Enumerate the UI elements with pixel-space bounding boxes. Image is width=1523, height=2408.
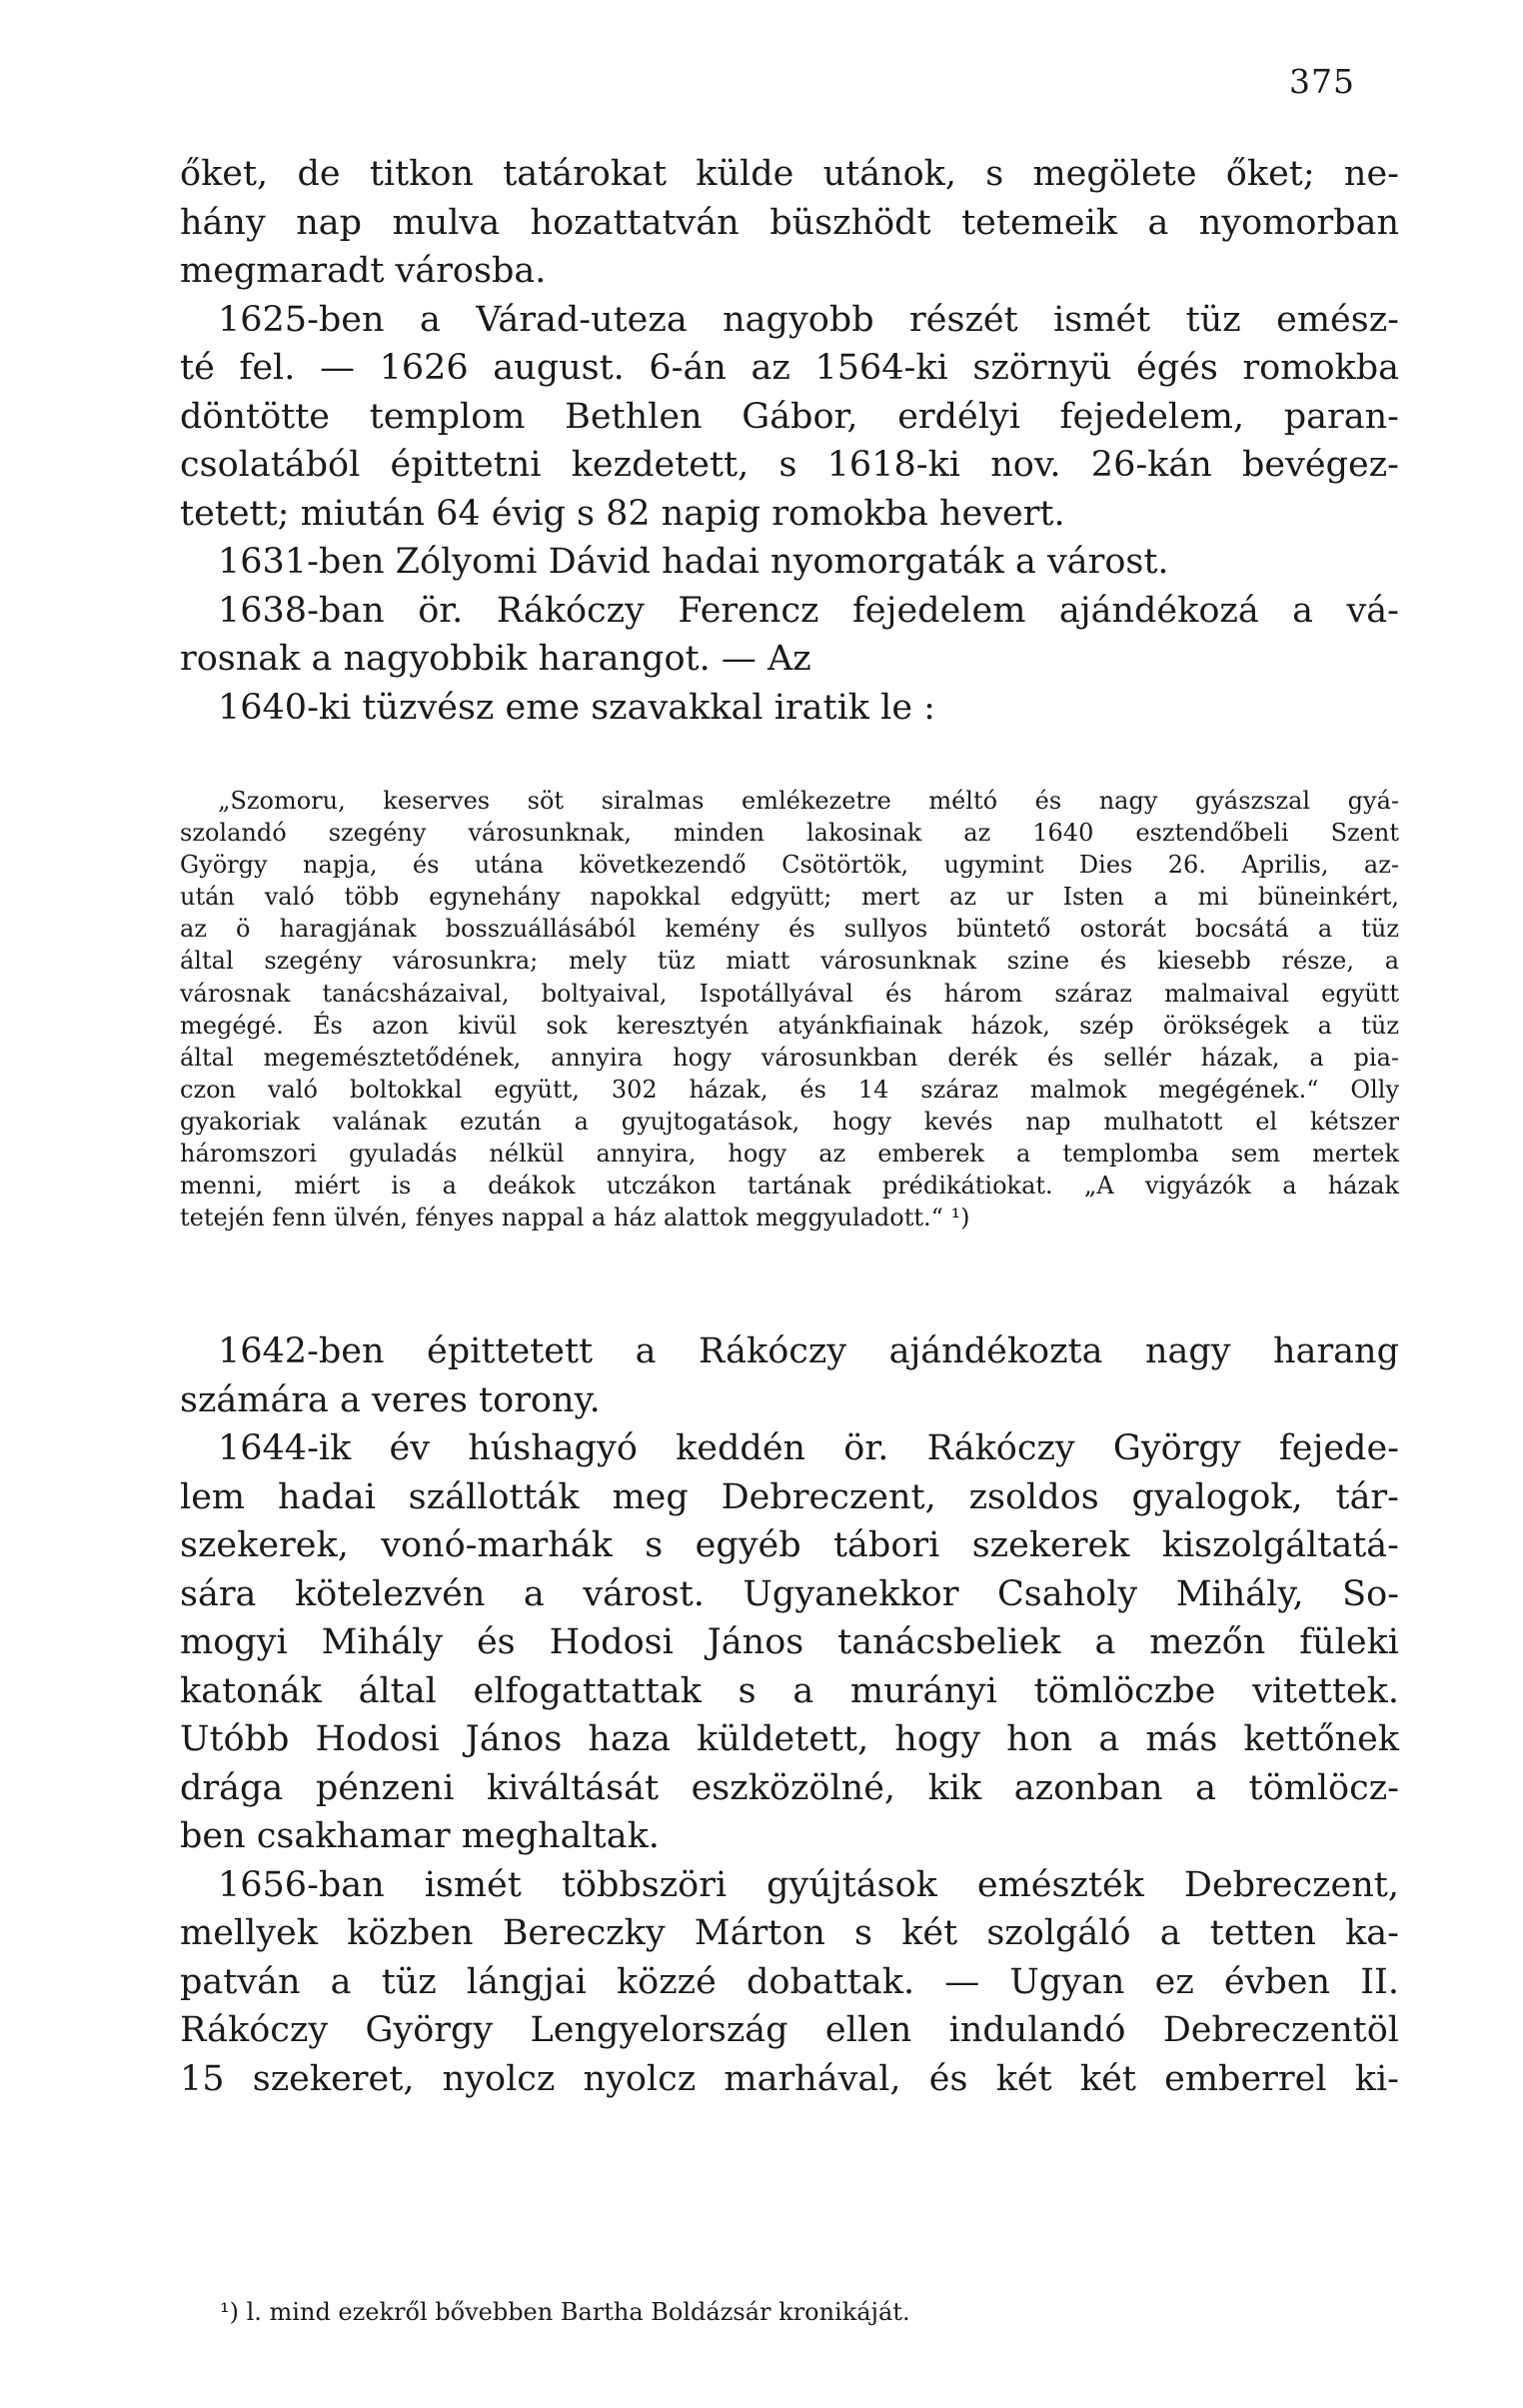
text-line: katonák által elfogattattak s a murányi tömlöczbe vitettek. [180, 1670, 1399, 1711]
quote-line: czon való boltokkal együtt, 302 házak, és 14 száraz malmok megégének.“ Olly [180, 1075, 1399, 1104]
text-line: lem hadai szállották meg Debreczent, zsoldos gyalogok, tár- [180, 1476, 1399, 1517]
text-line: 15 szekeret, nyolcz nyolcz marhával, és két két emberrel ki- [180, 2058, 1399, 2099]
quote-line: megégé. És azon kivül sok keresztyén atyánkfiainak házok, szép örökségek a tüz [180, 1011, 1399, 1040]
page-number: 375 [1289, 62, 1355, 101]
quote-line: után való több egynehány napokkal edgyütt; mert az ur Isten a mi büneinkért, [180, 883, 1399, 912]
text-line: mogyi Mihály és Hodosi János tanácsbeliek a mezőn füleki [180, 1622, 1399, 1662]
quote-line: gyakoriak valának ezután a gyujtogatások, hogy kevés nap mulhatott el kétszer [180, 1107, 1399, 1136]
quote-line: menni, miért is a deákok utczákon tartának prédikátiokat. „A vigyázók a házak [180, 1172, 1399, 1201]
text-line: Utóbb Hodosi János haza küldetett, hogy hon a más kettőnek [180, 1719, 1399, 1759]
upper-text-block [180, 150, 1399, 732]
text-line: szekerek, vonó-marhák s egyéb tábori szekerek kiszolgáltatá- [180, 1525, 1399, 1565]
text-line: 1656-ban ismét többszöri gyújtások emészték Debreczent, [218, 1864, 1399, 1905]
text-line: patván a tüz lángjai közzé dobattak. — Ugyan ez évben II. [180, 1961, 1399, 2002]
text-line: mellyek közben Bereczky Márton s két szolgáló a tetten ka- [180, 1913, 1399, 1953]
text-line: döntötte templom Bethlen Gábor, erdélyi fejedelem, paran- [180, 396, 1399, 437]
text-line: 1642-ben épittetett a Rákóczy ajándékozta nagy harang [218, 1331, 1399, 1371]
text-line: 1638-ban ör. Rákóczy Ferencz fejedelem ajándékozá a vá- [218, 590, 1399, 631]
text-line: ben csakhamar meghaltak. [180, 1816, 660, 1856]
text-line: megmaradt városba. [180, 251, 547, 291]
text-line: drága pénzeni kiváltását eszközölné, kik azonban a tömlöcz- [180, 1767, 1399, 1808]
text-line: számára a veres torony. [180, 1379, 601, 1420]
text-line: sára kötelezvén a várost. Ugyanekkor Csaholy Mihály, So- [180, 1573, 1399, 1614]
footnote: ¹) l. mind ezekről bővebben Bartha Boldázsár kronikáját. [220, 2298, 910, 2326]
text-line: csolatából épittetni kezdetett, s 1618-ki nov. 26-kán bevégez- [180, 445, 1399, 485]
quote-line: „Szomoru, keserves söt siralmas emlékezetre méltó és nagy gyászszal gyá- [218, 787, 1399, 815]
text-line: rosnak a nagyobbik harangot. — Az [180, 639, 811, 679]
lower-text-block [180, 1327, 1399, 2103]
text-line: 1625-ben a Várad-uteza nagyobb részét ismét tüz emész- [218, 299, 1399, 340]
text-line: 1640-ki tüzvész eme szavakkal iratik le : [218, 687, 935, 728]
text-line: hány nap mulva hozattatván büszhödt tetemeik a nyomorban [180, 202, 1399, 243]
text-line: Rákóczy György Lengyelország ellen indulandó Debreczentöl [180, 2010, 1399, 2050]
text-line: tetett; miután 64 évig s 82 napig romokba hevert. [180, 493, 1065, 534]
quote-line: az ö haragjának bosszuállásából kemény és sullyos büntető ostorát bocsátá a tüz [180, 915, 1399, 944]
quote-line: tetején fenn ülvén, fényes nappal a ház alattok meggyuladott.“ ¹) [180, 1204, 970, 1232]
text-line: 1631-ben Zólyomi Dávid hadai nyomorgaták a várost. [218, 542, 1169, 582]
text-line: té fel. — 1626 august. 6-án az 1564-ki szörnyü égés romokba [180, 348, 1399, 388]
text-line: 1644-ik év húshagyó keddén ör. Rákóczy György fejede- [218, 1428, 1399, 1468]
quote-line: által megemésztetődének, annyira hogy városunkban derék és sellér házak, a pia- [180, 1043, 1399, 1072]
quote-line: háromszori gyuladás nélkül annyira, hogy az emberek a templomba sem mertek [180, 1140, 1399, 1169]
quote-line: városnak tanácsházaival, boltyaival, Ispotállyával és három száraz malmaival együtt [180, 979, 1399, 1008]
quotation-block [180, 785, 1399, 1233]
text-line: őket, de titkon tatárokat külde utánok, s megölete őket; ne- [180, 154, 1399, 194]
quote-line: által szegény városunkra; mely tüz miatt városunknak szine és kiesebb része, a [180, 947, 1399, 976]
quote-line: György napja, és utána következendő Csötörtök, ugymint Dies 26. Aprilis, az- [180, 851, 1399, 880]
quote-line: szolandó szegény városunknak, minden lakosinak az 1640 esztendőbeli Szent [180, 819, 1399, 848]
